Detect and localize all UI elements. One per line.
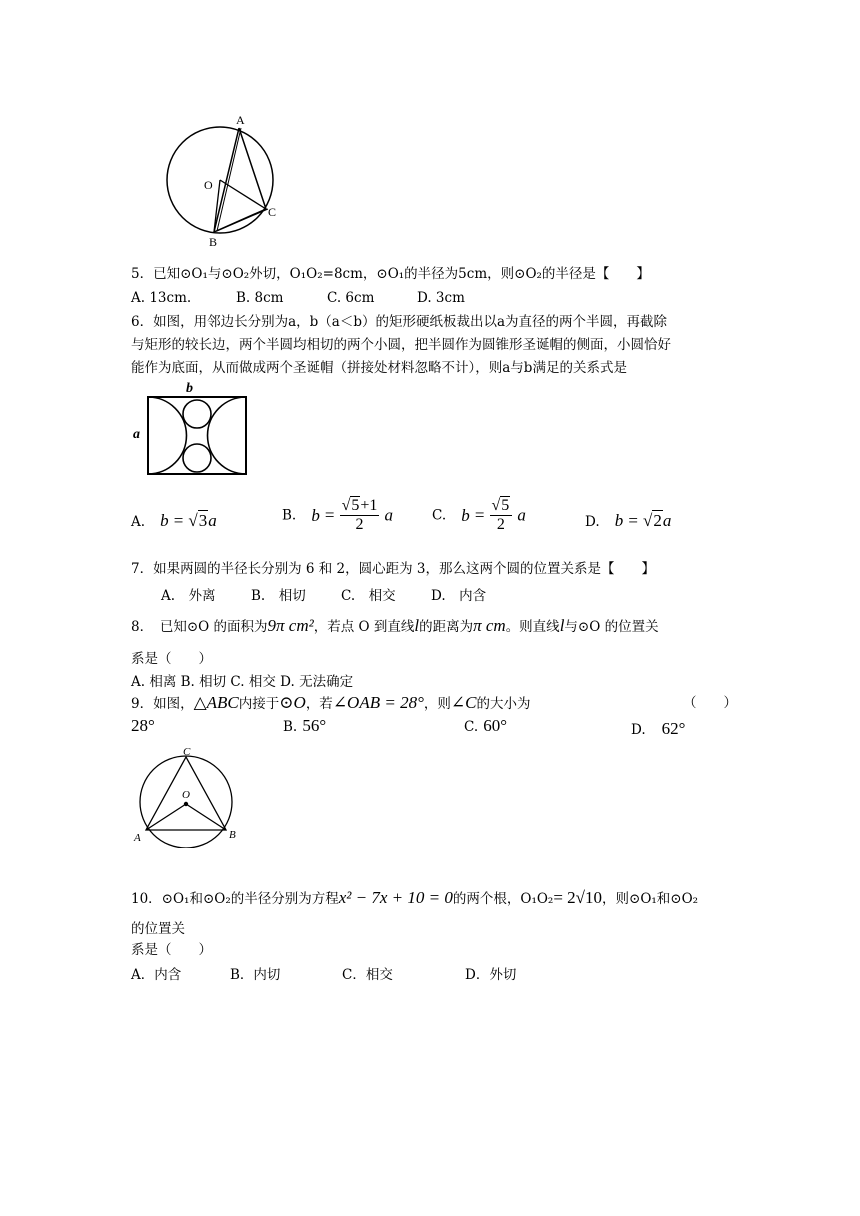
q7-option-c: C. 相交 [341,588,396,604]
figure-rectangle-semicircles [132,380,254,480]
q6-option-c: C. b = $\frac{√5}{2}$ a [432,497,526,533]
fig2-label-b: b [186,381,193,396]
q6-line2: 与矩形的较长边，两个半圆均相切的两个小圆，把半圆作为圆锥形圣诞帽的侧面，小圆恰好 [131,337,671,353]
q5-option-c: C. 6cm [327,290,375,306]
q10-option-a: A．内含 [131,967,182,983]
q6-option-b: B. b = $\frac{√5+1}{2}$ a [282,497,393,533]
fig2-label-a: a [133,427,140,442]
q9-option-c: C. 60° [464,716,508,735]
q8-options: A. 相离 B. 相切 C. 相交 D. 无法确定 [131,674,354,690]
fig3-label-b: B [229,829,236,841]
figure-inscribed-triangle [128,744,246,848]
fig3-label-a: A [134,832,141,844]
q9-stem: 9．如图，△ABC内接于⊙O，若∠OAB = 28°，则∠C的大小为 [131,693,531,712]
q6-option-d: D. b = √2a [585,511,672,530]
q9-answer-paren: （ ） [683,695,737,711]
q9-option-b: B. 56° [283,716,327,735]
q10-option-c: C．相交 [342,967,393,983]
q10-stem: 10．⊙O₁和⊙O₂的半径分别为方程x² − 7x + 10 = 0的两个根，O₁O₂= 2√10，则⊙O₁和⊙O₂ [131,888,699,907]
q7-option-a: A. 外离 [161,588,216,604]
q5-stem: 5．已知⊙O₁与⊙O₂外切，O₁O₂=8cm，⊙O₁的半径为5cm，则⊙O₂的半径是【 】 [131,266,650,282]
q5-option-a: A. 13cm. [131,290,192,306]
fig1-label-c: C [268,205,277,219]
figure-circle-abc [160,112,290,252]
fig1-label-o: O [204,178,213,192]
q7-option-d: D. 内含 [431,588,487,604]
q5-option-d: D. 3cm [417,290,465,306]
fig1-label-b: B [209,235,218,249]
q7-option-b: B. 相切 [251,588,306,604]
fig3-label-c: C [183,746,191,758]
q10-line3: 系是（ ） [131,942,212,958]
q6-line3: 能作为底面，从而做成两个圣诞帽（拼接处材料忽略不计），则a与b满足的关系式是 [131,360,627,376]
q10-option-b: B．内切 [230,967,281,983]
q9-option-a: 28° [131,716,155,735]
q9-option-d: D. 62° [631,719,686,738]
fig1-label-a: A [236,113,245,127]
q6-line1: 6．如图，用邻边长分别为a，b（a＜b）的矩形硬纸板裁出以a为直径的两个半圆，再截除 [131,314,668,330]
q7-stem: 7．如果两圆的半径长分别为 6 和 2，圆心距为 3，那么这两个圆的位置关系是【 】 [131,561,656,577]
q5-option-b: B. 8cm [236,290,284,306]
q8-line2: 系是（ ） [131,651,212,667]
fig3-label-o: O [182,789,190,801]
q8-stem: 8． 已知⊙O 的面积为9π cm²，若点 O 到直线l的距离为π cm。则直线l与⊙O 的位置关 [131,616,659,635]
q10-line2: 的位置关 [131,921,185,937]
q6-option-a: A. b = √3a [131,511,217,530]
q10-option-d: D．外切 [465,967,517,983]
